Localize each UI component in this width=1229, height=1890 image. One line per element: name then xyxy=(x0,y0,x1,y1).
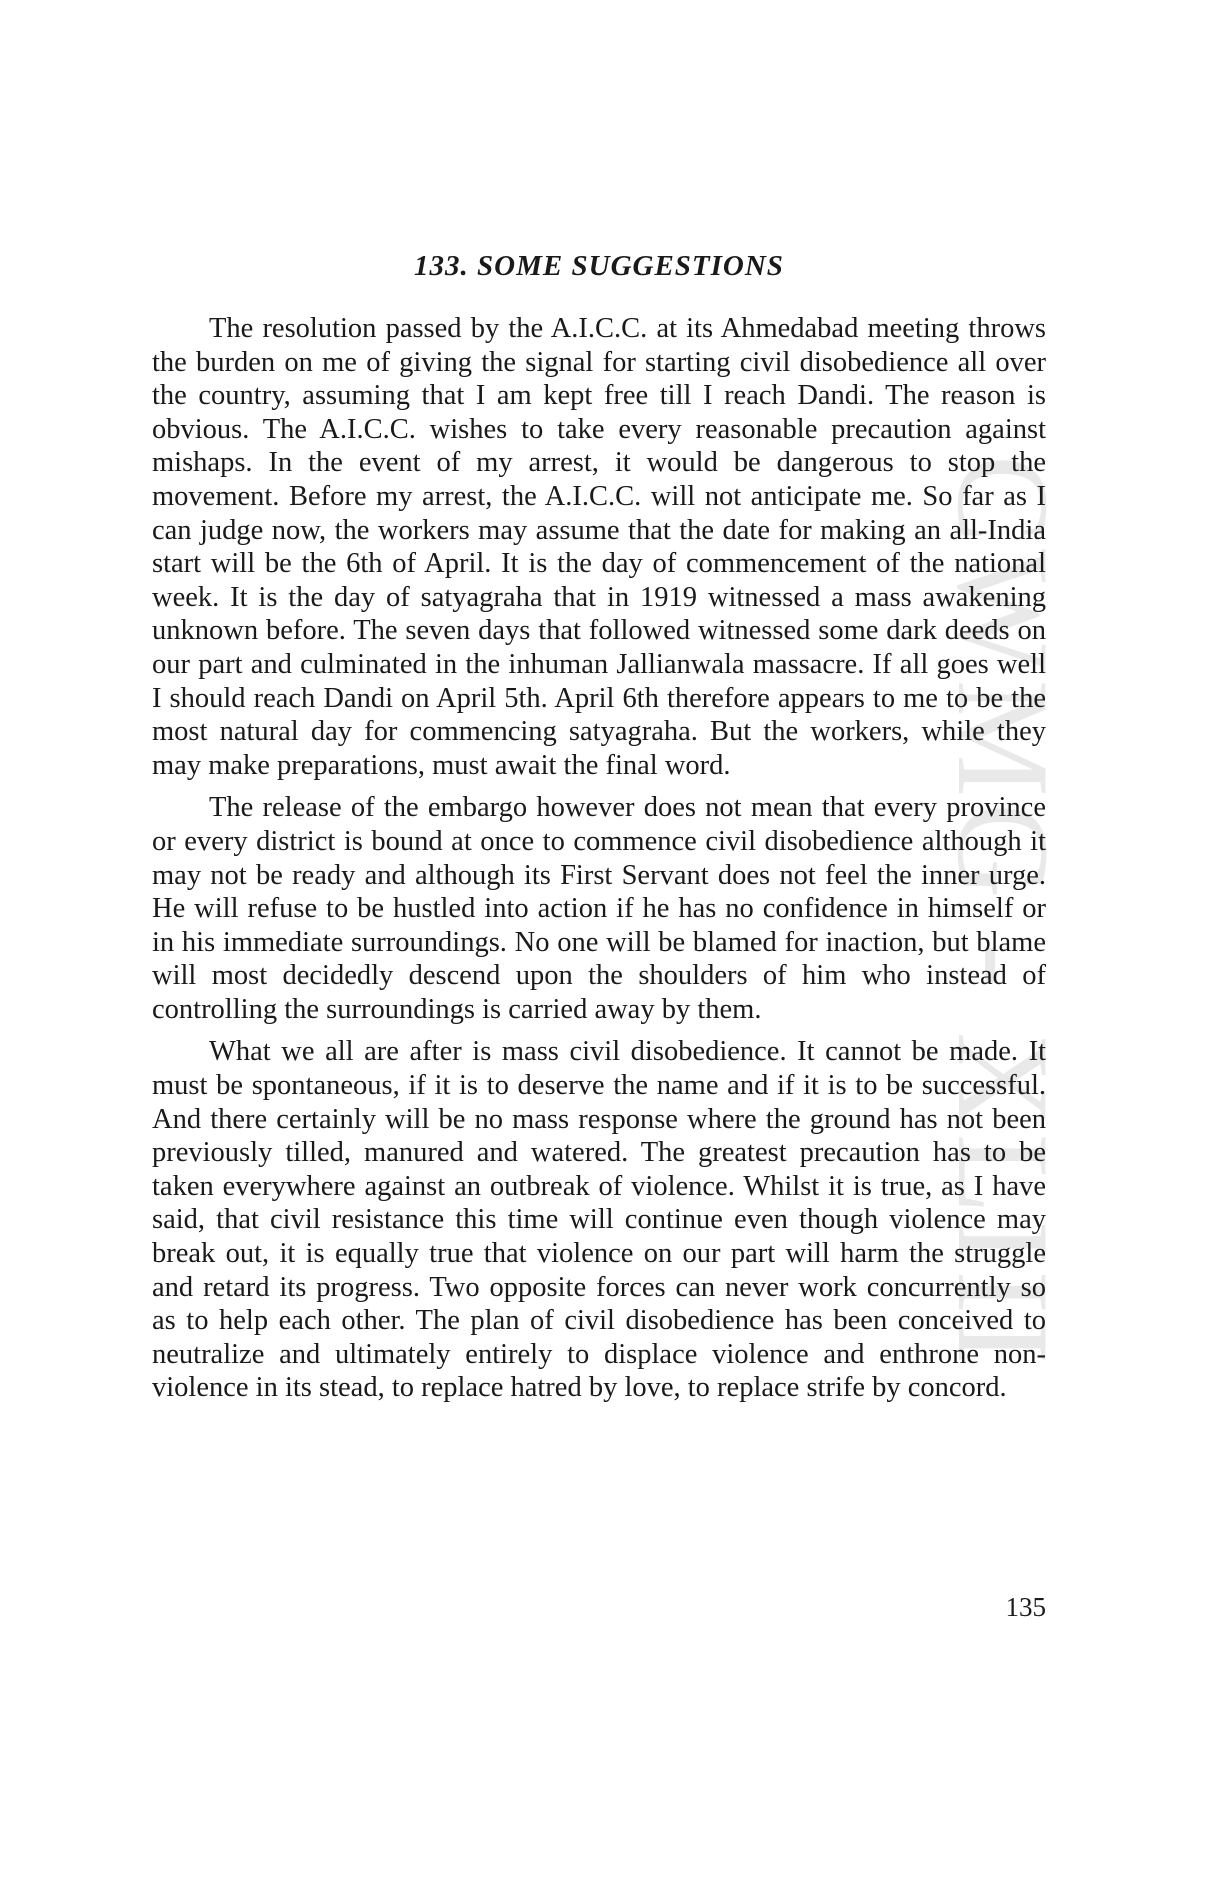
article-body xyxy=(152,312,1046,1414)
watermark-text: CWMG - XLIII xyxy=(930,455,1077,1371)
page-number: 135 xyxy=(1005,1592,1046,1622)
article-heading: 133. SOME SUGGESTIONS xyxy=(414,250,784,282)
paragraph-1: The resolution passed by the A.I.C.C. at its Ahmedabad meeting throws the burden on me of giving the signal for starting civil disobedience all over the country, assuming that I am kept free till I reach Dandi. The reason is obvious. The A.I.C.C. wishes to take every reasonable precaution against mishaps. In the event of my arrest, it would be dangerous to stop the movement. Before my arrest, the A.I.C.C. will not anticipate me. So far as I can judge now, the workers may assume that the date for making an all-India start will be the 6th of April. It is the day of commencement of the national week. It is the day of satyagraha that in 1919 witnessed a mass awakening unknown before. The seven days that followed witnessed some dark deeds on our part and culminated in the inhuman Jallianwala massacre. If all goes well I should reach Dandi on April 5th. April 6th therefore appears to me to be the most natural day for commencing satyagraha. But the workers, while they may make preparations, must await the final word. xyxy=(152,313,1046,781)
paragraph-3: What we all are after is mass civil disobedience. It cannot be made. It must be spontaneous, if it is to deserve the name and if it is to be successful. And there certainly will be no mass response where the ground has not been previously tilled, manured and watered. The greatest precaution has to be taken everywhere against an outbreak of violence. Whilst it is true, as I have said, that civil resistance this time will continue even though violence may break out, it is equally true that violence on our part will harm the struggle and retard its progress. Two opposite forces can never work concurrently so as to help each other. The plan of civil disobedience has been conceived to neutralize and ultimately entirely to displace violence and enthrone non-violence in its stead, to replace hatred by love, to replace strife by concord. xyxy=(152,1036,1046,1404)
paragraph-2: The release of the embargo however does not mean that every province or every district is bound at once to commence civil disobedience although it may not be ready and although its First Servant does not feel the inner urge. He will refuse to be hustled into action if he has no confidence in himself or in his immediate surroundings. No one will be blamed for inaction, but blame will most decidedly descend upon the shoulders of him who instead of controlling the surroundings is carried away by them. xyxy=(152,792,1046,1025)
